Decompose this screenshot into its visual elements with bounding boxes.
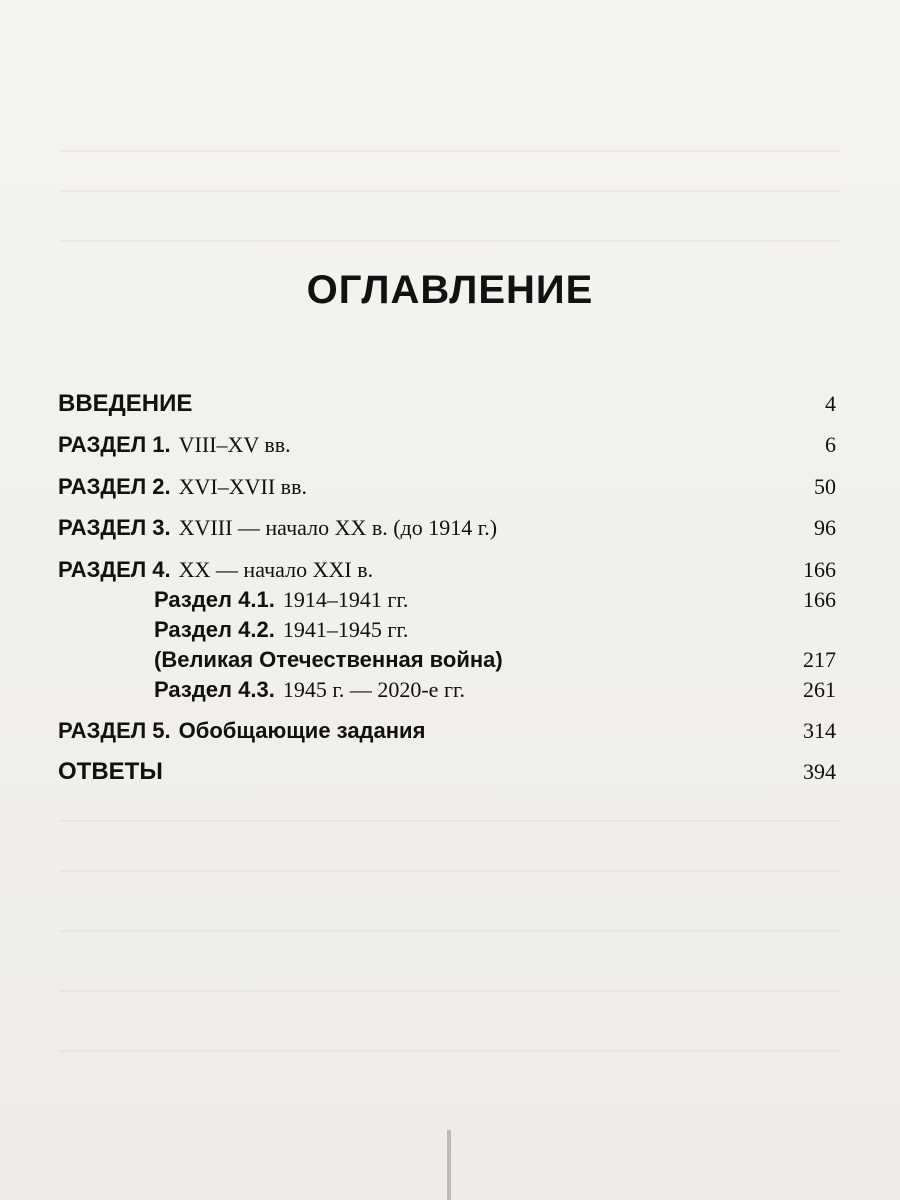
toc-leader	[507, 665, 799, 667]
toc-page-number: 217	[803, 647, 836, 672]
bleed-line	[60, 190, 840, 192]
toc-leader	[377, 575, 799, 577]
toc-page-number: 96	[814, 515, 836, 540]
toc-page-number: 261	[803, 677, 836, 702]
toc-entry-text: XX — начало XXI в.	[178, 557, 374, 582]
toc-page-number: 6	[825, 432, 836, 457]
toc-entry-text: (Великая Отечественная война)	[154, 647, 503, 672]
toc-entry-section-3[interactable]	[58, 515, 836, 541]
toc-entry-label: РАЗДЕЛ 1.	[58, 432, 171, 457]
toc-entry-answers[interactable]	[58, 758, 836, 786]
bleed-line	[60, 150, 840, 152]
toc-entry-section-5[interactable]	[58, 718, 836, 744]
toc-entry-section-4-3[interactable]	[154, 677, 836, 703]
toc-leader	[295, 450, 821, 452]
toc-leader	[311, 492, 810, 494]
toc-entry-text: XVI–XVII вв.	[178, 474, 307, 499]
toc-entry-introduction[interactable]	[58, 390, 836, 418]
toc-page-number: 4	[825, 391, 836, 416]
bleed-line	[60, 870, 840, 872]
toc-entry-section-4-1[interactable]	[154, 587, 836, 613]
bleed-line	[60, 1050, 840, 1052]
toc-entry-text: 1914–1941 гг.	[282, 587, 409, 612]
toc-entry-section-4-2[interactable]	[154, 617, 836, 643]
toc-entry-text: XVIII — начало XX в. (до 1914 г.)	[178, 515, 498, 540]
toc-page-number: 50	[814, 474, 836, 499]
bleed-line	[60, 820, 840, 822]
page-title: ОГЛАВЛЕНИЕ	[306, 268, 594, 312]
toc-entry-text: Обобщающие задания	[178, 718, 426, 743]
toc-entry-label: Раздел 4.3.	[154, 677, 275, 702]
toc-page-number: 394	[803, 759, 836, 784]
toc-entry-label: ОТВЕТЫ	[58, 758, 163, 785]
toc-leader	[412, 635, 832, 637]
toc-entry-section-2[interactable]	[58, 474, 836, 500]
toc-entry-label: ВВЕДЕНИЕ	[58, 390, 193, 417]
toc-entry-text: 1945 г. — 2020-е гг.	[282, 677, 466, 702]
toc-leader	[469, 695, 799, 697]
binding-crease	[447, 1130, 451, 1200]
toc-entry-label: РАЗДЕЛ 4.	[58, 557, 171, 582]
toc-entry-label: Раздел 4.1.	[154, 587, 275, 612]
toc-entry-label: РАЗДЕЛ 2.	[58, 474, 171, 499]
toc-entry-section-1[interactable]	[58, 432, 836, 458]
toc-leader	[196, 409, 821, 411]
toc-entry-label: Раздел 4.2.	[154, 617, 275, 642]
toc-entry-section-4-2-subtitle[interactable]	[154, 647, 836, 673]
toc-entry-text: 1941–1945 гг.	[282, 617, 409, 642]
bleed-line	[60, 240, 840, 242]
toc-leader	[167, 777, 799, 779]
toc-entry-section-4[interactable]	[58, 557, 836, 583]
toc-leader	[412, 605, 799, 607]
toc-entry-text: VIII–XV вв.	[178, 432, 291, 457]
toc-leader	[501, 533, 810, 535]
toc-entry-label: РАЗДЕЛ 5.	[58, 718, 171, 743]
toc-entry-label: РАЗДЕЛ 3.	[58, 515, 171, 540]
toc-page-number: 166	[803, 557, 836, 582]
bleed-line	[60, 990, 840, 992]
toc-page-number: 314	[803, 718, 836, 743]
toc-leader	[429, 736, 799, 738]
toc-page-number: 166	[803, 587, 836, 612]
bleed-line	[60, 930, 840, 932]
